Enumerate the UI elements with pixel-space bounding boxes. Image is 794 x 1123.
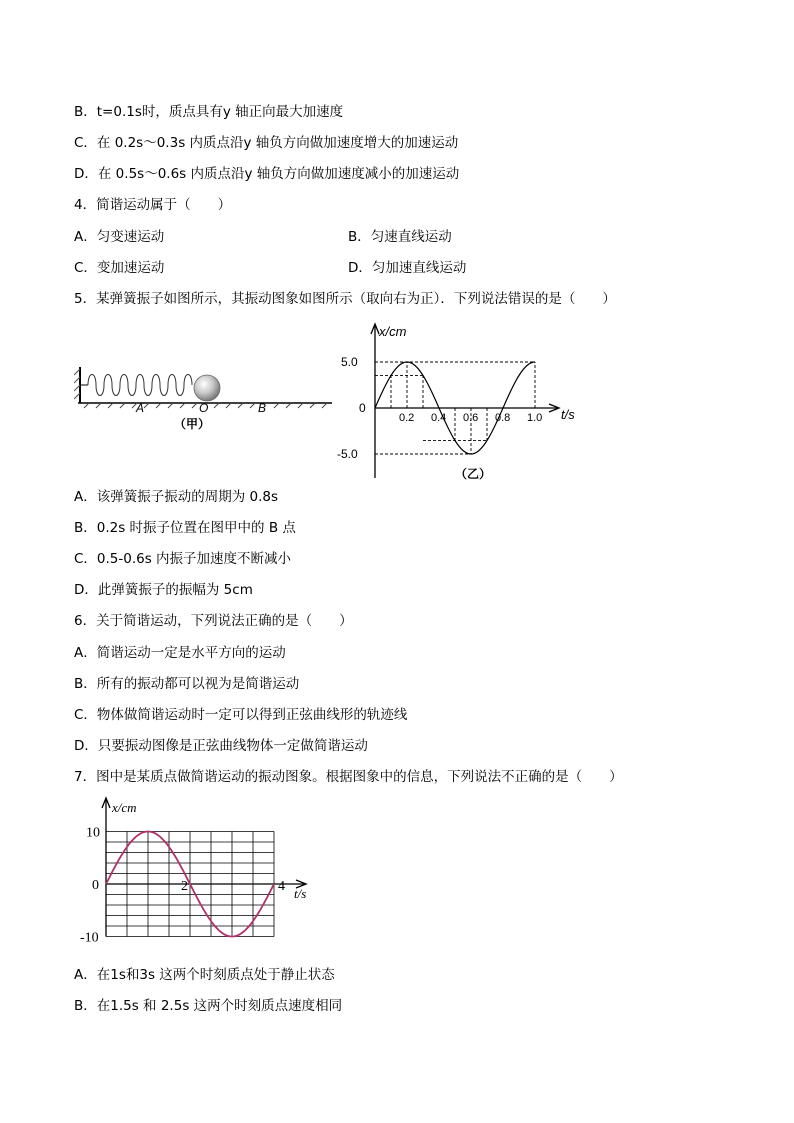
y-tick-label: 10 — [86, 825, 100, 841]
q7-option-b: B．在1.5s 和 2.5s 这两个时刻质点速度相同 — [74, 998, 343, 1014]
x-tick-label: 0.4 — [431, 412, 447, 424]
q4-option-b: B．匀速直线运动 — [348, 229, 452, 245]
x-tick-label: 1.0 — [527, 412, 543, 424]
q6-option-b: B．所有的振动都可以视为是简谐运动 — [74, 676, 300, 692]
x-tick-label: 0.2 — [399, 412, 415, 424]
q3-option-c: C．在 0.2s～0.3s 内质点沿y 轴负方向做加速度增大的加速运动 — [74, 135, 459, 151]
q7-vibration-graph — [74, 796, 334, 952]
q5-figure-spring — [74, 355, 336, 435]
y-tick-label: 0 — [359, 401, 366, 415]
q4-stem: 4．简谐运动属于（ ） — [74, 197, 232, 213]
q5-option-a: A．该弹簧振子振动的周期为 0.8s — [74, 489, 279, 505]
q3-option-b: B．t=0.1s时，质点具有y 轴正向最大加速度 — [74, 104, 344, 120]
point-o-label: O — [199, 401, 209, 415]
y-tick-label: 0 — [92, 878, 99, 893]
x-tick-label: 4 — [278, 879, 285, 894]
q6-stem: 6．关于简谐运动，下列说法正确的是（ ） — [74, 613, 353, 629]
point-a-label: A — [136, 401, 145, 415]
figure-jia-caption: （甲） — [174, 417, 211, 431]
q7-option-a: A．在1s和3s 这两个时刻质点处于静止状态 — [74, 967, 335, 983]
y-axis-label: x/cm — [379, 324, 407, 339]
q5-option-b: B．0.2s 时振子位置在图甲中的 B 点 — [74, 520, 296, 536]
q4-option-c: C．变加速运动 — [74, 260, 165, 276]
q7-stem: 7．图中是某质点做简谐运动的振动图象。根据图象中的信息，下列说法不正确的是（ ） — [74, 769, 623, 785]
q6-option-d: D．只要振动图像是正弦曲线物体一定做简谐运动 — [74, 738, 368, 754]
x-axis-label: t/s — [294, 886, 307, 901]
q4-option-a: A．匀变速运动 — [74, 229, 165, 245]
q6-option-c: C．物体做简谐运动时一定可以得到正弦曲线形的轨迹线 — [74, 707, 408, 723]
x-tick-label: 0.8 — [495, 412, 511, 424]
q5-vibration-graph — [335, 318, 595, 486]
oscillator-ball — [194, 375, 220, 401]
q5-stem: 5．某弹簧振子如图所示，其振动图象如图所示（取向右为正）．下列说法错误的是（ ） — [74, 291, 616, 307]
figure-yi-caption: （乙） — [455, 467, 492, 481]
q5-option-c: C．0.5-0.6s 内振子加速度不断减小 — [74, 551, 292, 567]
x-tick-label: 2 — [181, 879, 188, 894]
q4-option-d: D．匀加速直线运动 — [348, 260, 467, 276]
y-axis-label: x/cm — [112, 800, 137, 815]
y-tick-label: 5.0 — [341, 355, 358, 369]
x-axis-label: t/s — [561, 407, 575, 422]
y-tick-label: -5.0 — [337, 447, 358, 461]
y-tick-label: -10 — [80, 930, 99, 946]
q6-option-a: A．简谐运动一定是水平方向的运动 — [74, 645, 286, 661]
point-b-label: B — [258, 401, 267, 415]
x-tick-label: 0.6 — [463, 412, 479, 424]
q3-option-d: D．在 0.5s～0.6s 内质点沿y 轴负方向做加速度减小的加速运动 — [74, 166, 460, 182]
q5-option-d: D．此弹簧振子的振幅为 5cm — [74, 582, 253, 598]
